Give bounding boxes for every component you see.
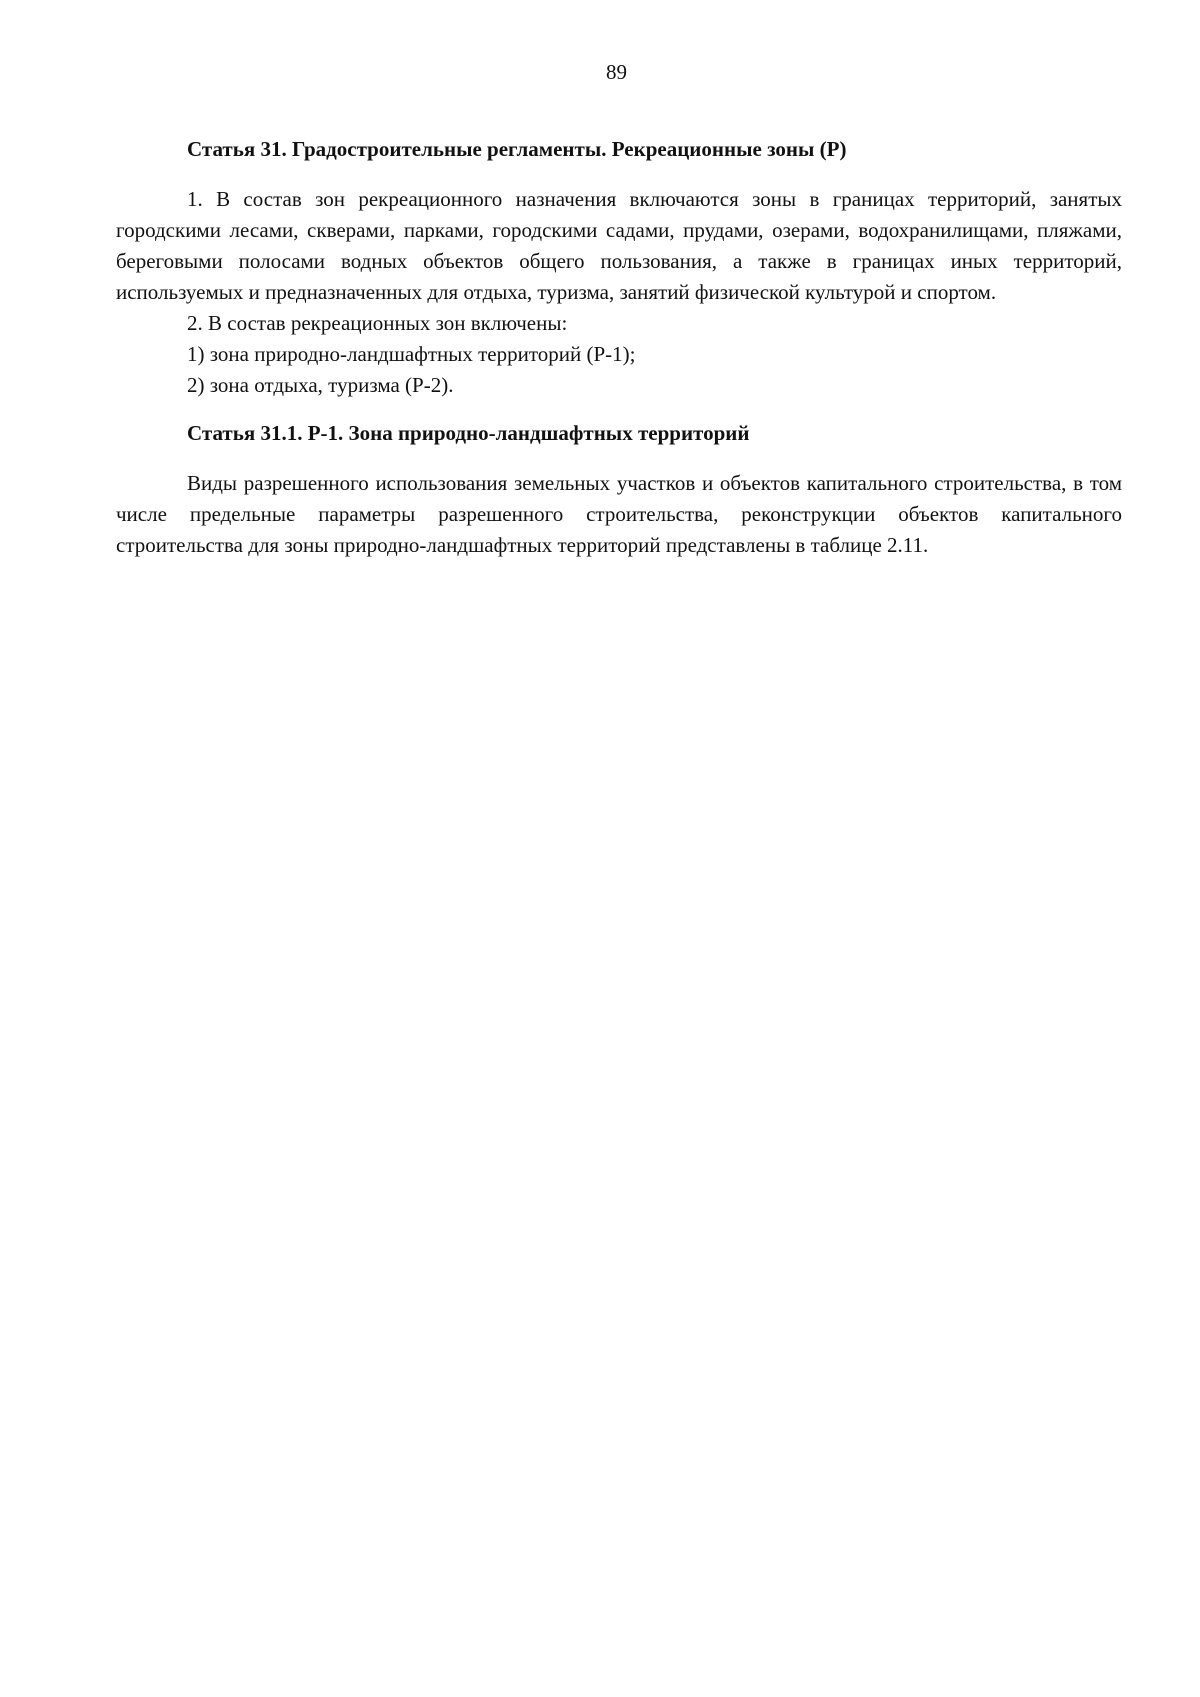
article-31-paragraph-1: 1. В состав зон рекреационного назначения включаются зоны в границах территорий, занятых городскими лесами, скверами, парками, городскими садами, прудами, озерами, водохранилищами, пляжами, береговыми полосами водных объектов общего пользования, а также в границах иных территорий, используемых и предназначенных для отдыха, туризма, занятий физической культурой и спортом. [116, 187, 1122, 304]
article-31-paragraph-2: 2. В состав рекреационных зон включены: [187, 311, 568, 335]
article-31-1-paragraph: Виды разрешенного использования земельных участков и объектов капитального строительства, в том числе предельные параметры разрешенного строительства, реконструкции объектов капитального строительства для зоны природно-ландшафтных территорий представлены в таблице 2.11. [116, 471, 1122, 557]
page-content [116, 134, 1122, 561]
page-number: 89 [606, 60, 627, 84]
list-item: 1) зона природно-ландшафтных территорий (Р-1); [187, 342, 636, 366]
article-31-heading: Статья 31. Градостроительные регламенты. Рекреационные зоны (Р) [187, 137, 847, 161]
list-item: 2) зона отдыха, туризма (Р-2). [187, 373, 454, 397]
article-31-1-heading: Статья 31.1. Р-1. Зона природно-ландшафтных территорий [187, 421, 750, 445]
